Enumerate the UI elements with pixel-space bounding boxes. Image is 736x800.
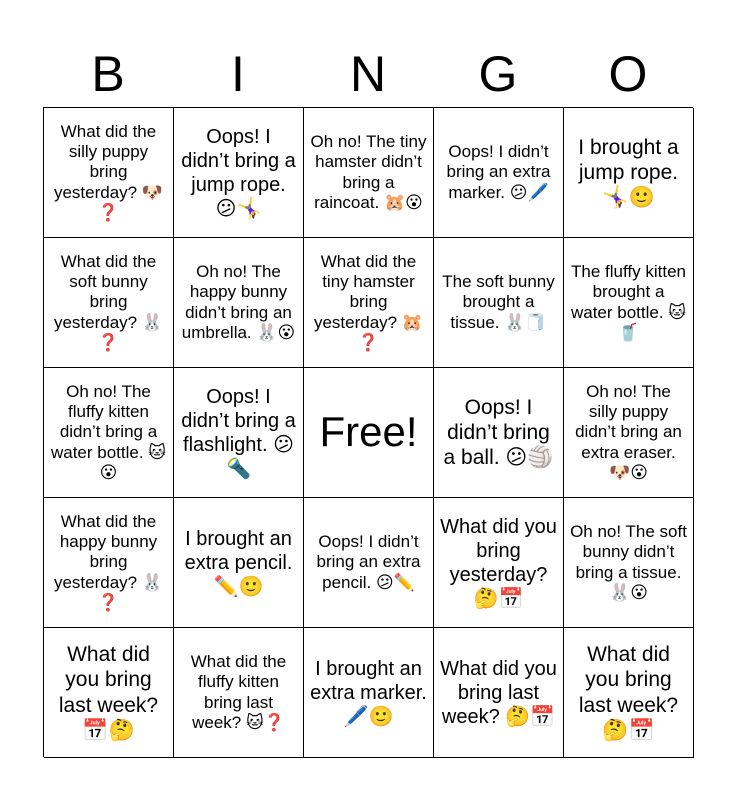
header-letter-g: G — [478, 46, 518, 102]
bingo-square-5-4[interactable] — [434, 628, 564, 758]
header-letter-i: I — [231, 46, 245, 102]
square-text: I brought a jump rope. 🤸‍♀️🙂 — [578, 135, 679, 210]
bingo-square-2-2[interactable] — [174, 238, 304, 368]
header-letter-b: B — [91, 46, 125, 102]
bingo-square-3-5[interactable] — [564, 368, 694, 498]
bingo-square-3-4[interactable] — [434, 368, 564, 498]
bingo-square-4-5[interactable] — [564, 498, 694, 628]
free-square[interactable] — [304, 368, 434, 498]
bingo-square-3-2[interactable] — [174, 368, 304, 498]
square-text: What did you bring last week? 📅🤔 — [58, 643, 159, 742]
bingo-square-2-1[interactable] — [44, 238, 174, 368]
square-text: Oh no! The happy bunny didn’t bring an umbrella. 🐰😮 — [181, 261, 296, 342]
bingo-header — [43, 42, 693, 106]
bingo-square-1-4[interactable] — [434, 108, 564, 238]
free-square-text: Free! — [319, 408, 418, 456]
square-text: Oh no! The soft bunny didn’t bring a tissue. 🐰😮 — [570, 521, 687, 602]
header-letter-o: O — [608, 46, 648, 102]
square-text: What did you bring yesterday? 🤔📅 — [440, 515, 557, 610]
header-letter-n: N — [349, 46, 387, 102]
bingo-square-1-5[interactable] — [564, 108, 694, 238]
square-text: The fluffy kitten brought a water bottle. 🐱🥤 — [570, 261, 687, 342]
square-text: Oops! I didn’t bring an extra marker. 😕🖊️ — [446, 141, 551, 202]
bingo-square-1-2[interactable] — [174, 108, 304, 238]
square-text: What did the fluffy kitten bring last week? 🐱❓ — [190, 651, 287, 732]
square-text: I brought an extra pencil. ✏️🙂 — [184, 527, 293, 598]
bingo-square-4-4[interactable] — [434, 498, 564, 628]
square-text: Oops! I didn’t bring a jump rope. 😕🤸‍♀️ — [181, 125, 296, 220]
bingo-square-2-5[interactable] — [564, 238, 694, 368]
bingo-square-5-5[interactable] — [564, 628, 694, 758]
bingo-square-1-1[interactable] — [44, 108, 174, 238]
bingo-card — [43, 107, 693, 757]
bingo-square-3-1[interactable] — [44, 368, 174, 498]
square-text: Oh no! The tiny hamster didn’t bring a raincoat. 🐹😮 — [310, 131, 427, 212]
bingo-square-4-3[interactable] — [304, 498, 434, 628]
bingo-square-5-1[interactable] — [44, 628, 174, 758]
square-text: Oh no! The fluffy kitten didn’t bring a water bottle. 🐱😮 — [50, 381, 167, 483]
square-text: The soft bunny brought a tissue. 🐰🧻 — [442, 271, 555, 332]
bingo-square-5-2[interactable] — [174, 628, 304, 758]
square-text: What did you bring last week? 🤔📅 — [440, 657, 557, 728]
square-text: Oops! I didn’t bring a flashlight. 😕🔦 — [181, 385, 296, 480]
square-text: Oh no! The silly puppy didn’t bring an extra eraser. 🐶😮 — [575, 381, 682, 483]
square-text: What did the tiny hamster bring yesterday? 🐹❓ — [313, 251, 424, 353]
square-text: I brought an extra marker. 🖊️🙂 — [310, 657, 427, 728]
bingo-square-4-2[interactable] — [174, 498, 304, 628]
bingo-square-1-3[interactable] — [304, 108, 434, 238]
bingo-square-2-3[interactable] — [304, 238, 434, 368]
bingo-square-5-3[interactable] — [304, 628, 434, 758]
square-text: Oops! I didn’t bring a ball. 😕🏐 — [443, 395, 554, 470]
square-text: What did the happy bunny bring yesterday? 🐰❓ — [53, 511, 164, 613]
square-text: Oops! I didn’t bring an extra pencil. 😕✏️ — [316, 531, 421, 592]
square-text: What did the silly puppy bring yesterday? 🐶❓ — [53, 121, 164, 223]
square-text: What did the soft bunny bring yesterday? 🐰❓ — [53, 251, 164, 353]
bingo-square-4-1[interactable] — [44, 498, 174, 628]
bingo-square-2-4[interactable] — [434, 238, 564, 368]
square-text: What did you bring last week? 🤔📅 — [578, 643, 679, 742]
